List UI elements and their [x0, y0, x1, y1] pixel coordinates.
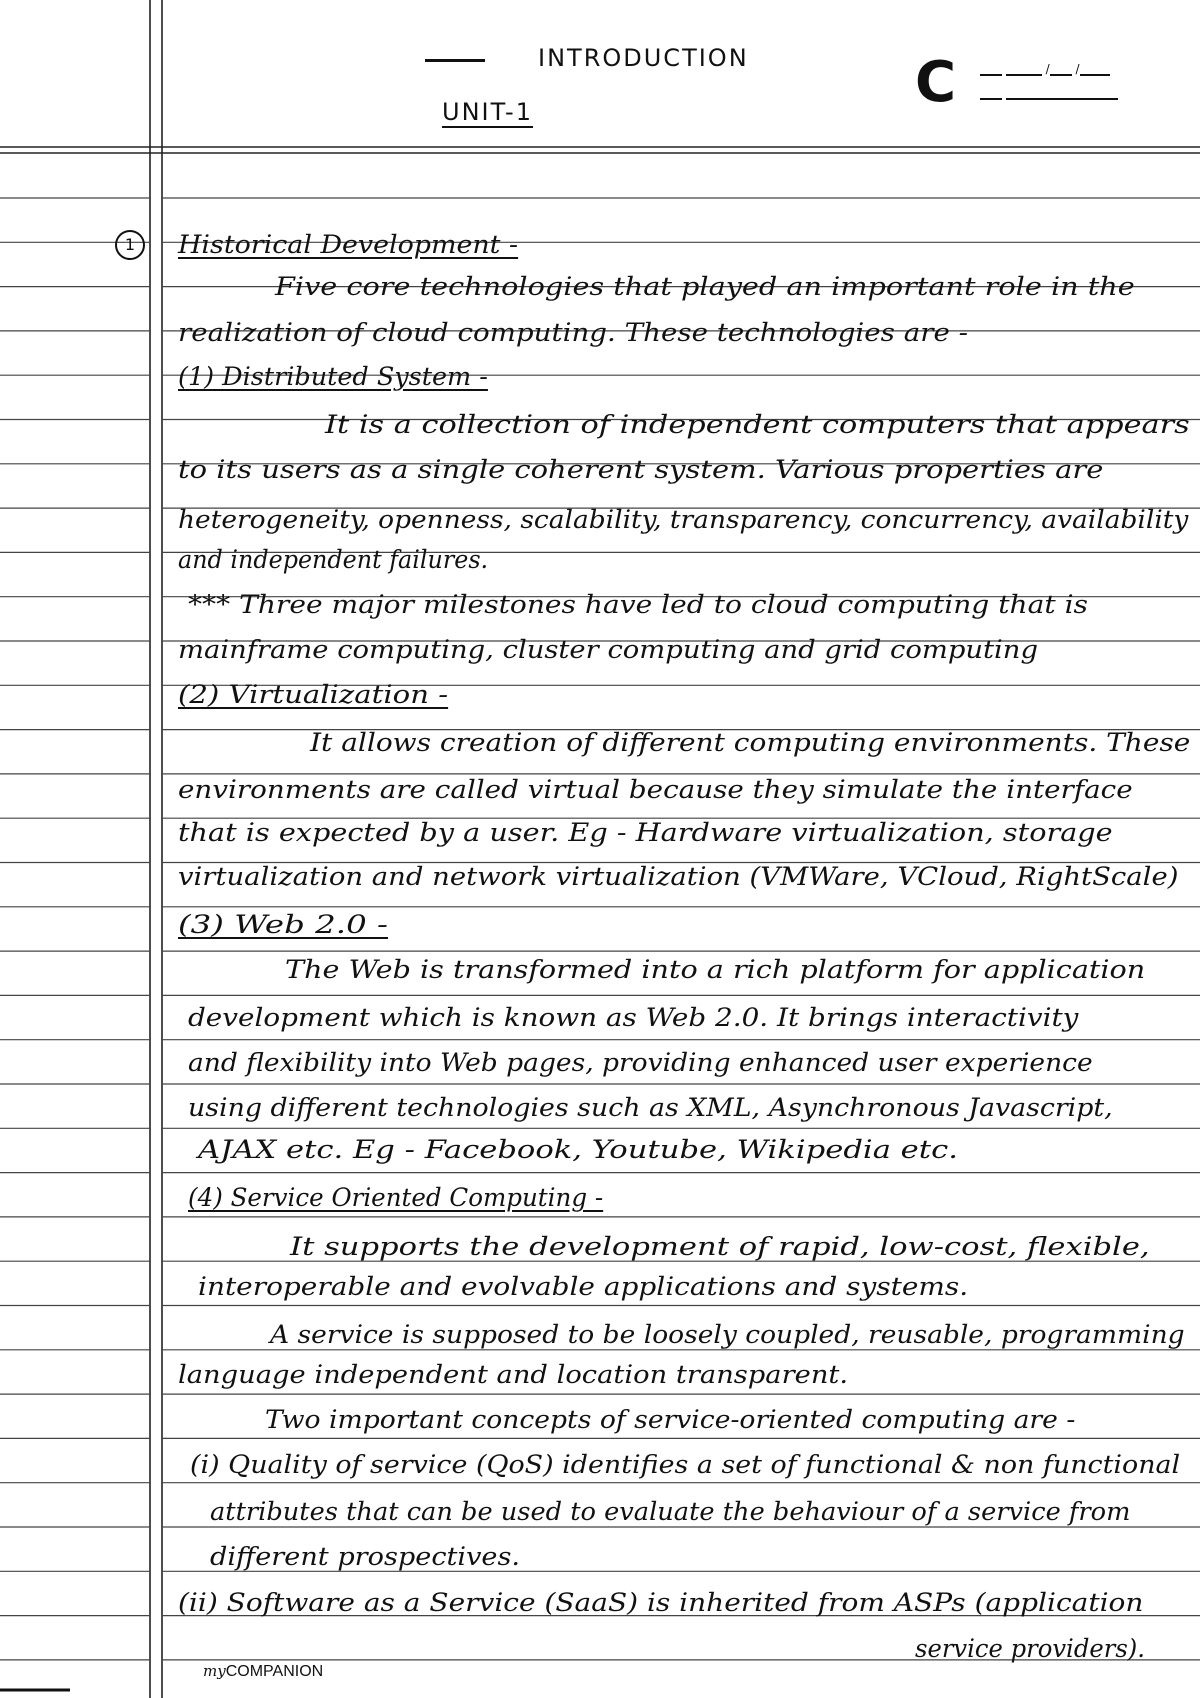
note-line: (1) Distributed System -: [178, 362, 488, 391]
note-line: and flexibility into Web pages, providing enhanced user experience: [188, 1048, 1093, 1077]
note-line: language independent and location transparent.: [178, 1360, 849, 1389]
note-line: Five core technologies that played an important role in the: [275, 272, 1135, 301]
struck-out-word: [425, 50, 485, 70]
note-line: interoperable and evolvable applications and systems.: [198, 1272, 969, 1301]
note-line: (ii) Software as a Service (SaaS) is inherited from ASPs (application: [178, 1588, 1144, 1617]
page-title: INTRODUCTION: [538, 44, 749, 72]
notebook-logo-icon: C: [915, 50, 957, 115]
note-line: *** Three major milestones have led to cloud computing that is: [188, 590, 1088, 619]
note-line: using different technologies such as XML, Asynchronous Javascript,: [188, 1093, 1113, 1122]
note-line: realization of cloud computing. These technologies are -: [178, 318, 969, 347]
note-line: It supports the development of rapid, low-cost, flexible,: [290, 1232, 1150, 1261]
page-no-field: [980, 86, 1118, 106]
brand-logo: [203, 1662, 323, 1681]
note-line: Historical Development -: [178, 230, 519, 259]
note-line: (4) Service Oriented Computing -: [188, 1183, 604, 1212]
note-line: that is expected by a user. Eg - Hardware virtualization, storage: [178, 818, 1113, 847]
note-line: different prospectives.: [210, 1542, 521, 1571]
note-line: environments are called virtual because they simulate the interface: [178, 775, 1133, 804]
note-line: development which is known as Web 2.0. It brings interactivity: [188, 1003, 1079, 1032]
section-number: 1: [115, 230, 145, 260]
note-line: (2) Virtualization -: [178, 680, 449, 709]
note-line: It allows creation of different computing environments. These: [310, 728, 1191, 757]
note-line: A service is supposed to be loosely coupled, reusable, programming: [270, 1320, 1185, 1349]
note-line: heterogeneity, openness, scalability, transparency, concurrency, availability: [178, 505, 1189, 534]
note-line: AJAX etc. Eg - Facebook, Youtube, Wikipedia etc.: [198, 1135, 958, 1164]
note-line: mainframe computing, cluster computing and grid computing: [178, 635, 1038, 664]
date-field: / /: [980, 62, 1110, 82]
note-line: service providers).: [915, 1634, 1145, 1663]
note-line: The Web is transformed into a rich platform for application: [285, 955, 1146, 984]
note-line: (3) Web 2.0 -: [178, 910, 389, 939]
note-line: (i) Quality of service (QoS) identifies a set of functional & non functional: [190, 1450, 1181, 1479]
unit-label: UNIT-1: [442, 98, 533, 126]
note-line: and independent failures.: [178, 545, 489, 574]
note-line: It is a collection of independent computers that appears: [325, 410, 1190, 439]
note-line: virtualization and network virtualization (VMWare, VCloud, RightScale): [178, 862, 1179, 891]
note-line: Two important concepts of service-oriented computing are -: [265, 1405, 1076, 1434]
brand-name: COMPANION: [225, 1663, 324, 1680]
brand-prefix: my: [203, 1662, 226, 1680]
note-line: attributes that can be used to evaluate the behaviour of a service from: [210, 1497, 1131, 1526]
note-line: to its users as a single coherent system. Various properties are: [178, 455, 1104, 484]
